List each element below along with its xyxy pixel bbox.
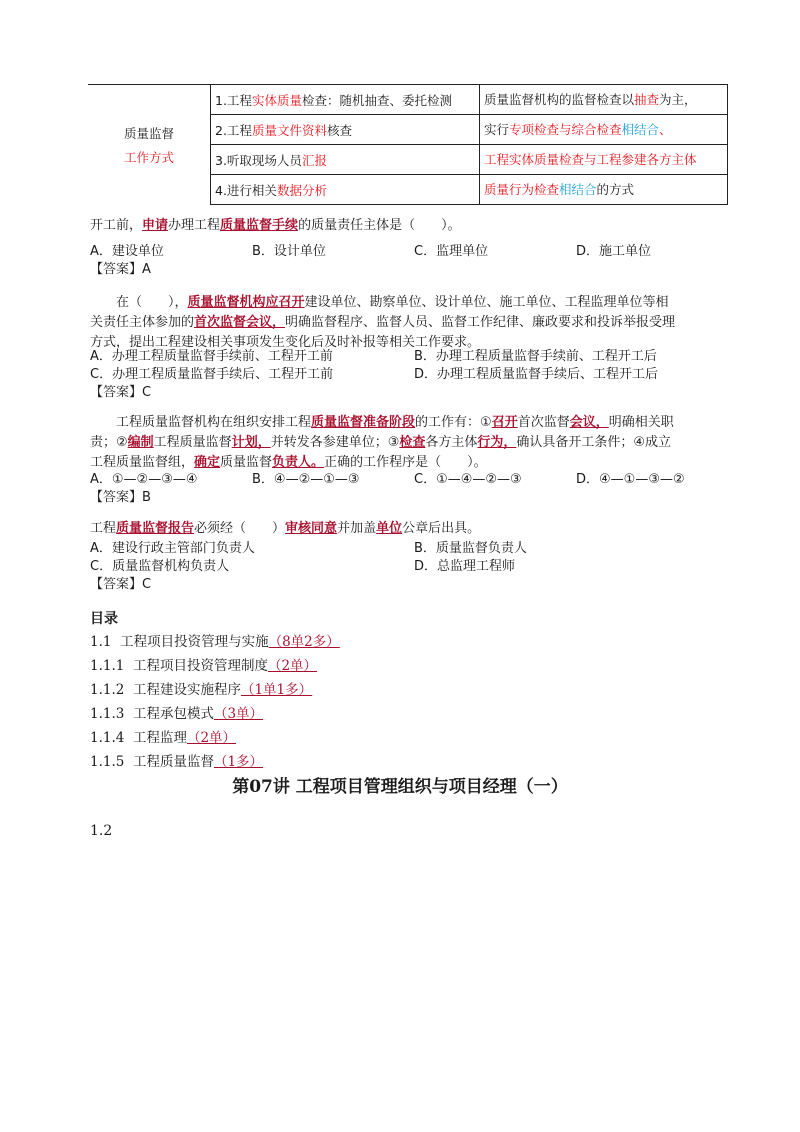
question-2: 在（ ），质量监督机构应召开建设单位、勘察单位、设计单位、施工单位、工程监理单位等相 关责任主体参加的首次监督会议，明确监督程序、监督人员、监督工作纪律、廉政要求和投诉举报受理 方式，提出工程建设相关事项发生变化后及时补报等相关工作要求。 [90,295,676,350]
lead-line2: 工作方式 [123,149,174,165]
q1-option-c: C．监理单位 [414,244,489,259]
q1-option-a: A．建设单位 [90,244,164,259]
toc-item-2[interactable]: 1.1.1 工程项目投资管理制度（2单） [90,658,318,674]
question-1: 开工前，申请办理工程质量监督手续的质量责任主体是（ ）。 [90,218,461,233]
q2-option-a: A．办理工程质量监督手续前、工程开工前 [90,349,333,364]
section-number: 1.2 [90,823,113,839]
table-right-4: 质量行为检查相结合的方式 [480,175,728,205]
q2-answer: 【答案】C [90,385,152,400]
toc-item-4[interactable]: 1.1.3 工程承包模式（3单） [90,706,264,722]
q1-option-d: D．施工单位 [576,244,652,259]
q1-option-b: B．设计单位 [252,244,326,259]
table-right-3: 工程实体质量检查与工程参建各方主体 [480,145,728,175]
q3-answer: 【答案】B [90,490,151,505]
table-right-2: 实行专项检查与综合检查相结合、 [480,115,728,145]
q3-option-c: C．①—④—②—③ [414,472,522,487]
lead-line1: 质量监督 [123,125,174,141]
q2-option-d: D．办理工程质量监督手续后、工程开工后 [414,367,659,382]
lecture-heading: 第07讲 工程项目管理组织与项目经理（一） [232,777,568,797]
quality-supervision-table [88,84,728,205]
table-right-1: 质量监督机构的监督检查以抽查为主， [480,85,728,115]
q4-option-d: D．总监理工程师 [414,559,516,574]
q3-option-a: A．①—②—③—④ [90,472,198,487]
q4-option-b: B．质量监督负责人 [414,541,527,556]
q2-option-c: C．办理工程质量监督手续后、工程开工前 [90,367,334,382]
table-lead-cell [88,85,211,205]
toc-title: 目录 [90,611,118,627]
q3-option-b: B．④—②—①—③ [252,472,360,487]
table-item-1: 1.工程实体质量检查：随机抽查、委托检测 [211,85,480,115]
table-item-4: 4.进行相关数据分析 [211,175,480,205]
table-item-2: 2.工程质量文件资料核查 [211,115,480,145]
toc-item-1[interactable]: 1.1 工程项目投资管理与实施（8单2多） [90,634,340,650]
q4-option-c: C．质量监督机构负责人 [90,559,230,574]
toc-item-5[interactable]: 1.1.4 工程监理（2单） [90,730,237,746]
question-3: 工程质量监督机构在组织安排工程质量监督准备阶段的工作有：①召开首次监督会议，明确相关职 责；②编制工程质量监督计划，并转发各参建单位；③检查各方主体行为，确认具备开工条件；④成立 工程质量监督组，确定质量监督负责人。正确的工作程序是（ ）。 [90,415,674,470]
toc-item-3[interactable]: 1.1.2 工程建设实施程序（1单1多） [90,682,313,698]
q4-answer: 【答案】C [90,577,152,592]
q4-option-a: A．建设行政主管部门负责人 [90,541,255,556]
q1-answer: 【答案】A [90,262,151,277]
table-item-3: 3.听取现场人员汇报 [211,145,480,175]
toc-item-6[interactable]: 1.1.5 工程质量监督（1多） [90,754,264,770]
q2-option-b: B．办理工程质量监督手续前、工程开工后 [414,349,657,364]
question-4: 工程质量监督报告必须经（ ）审核同意并加盖单位公章后出具。 [90,521,481,536]
q3-option-d: D．④—①—③—② [576,472,685,487]
